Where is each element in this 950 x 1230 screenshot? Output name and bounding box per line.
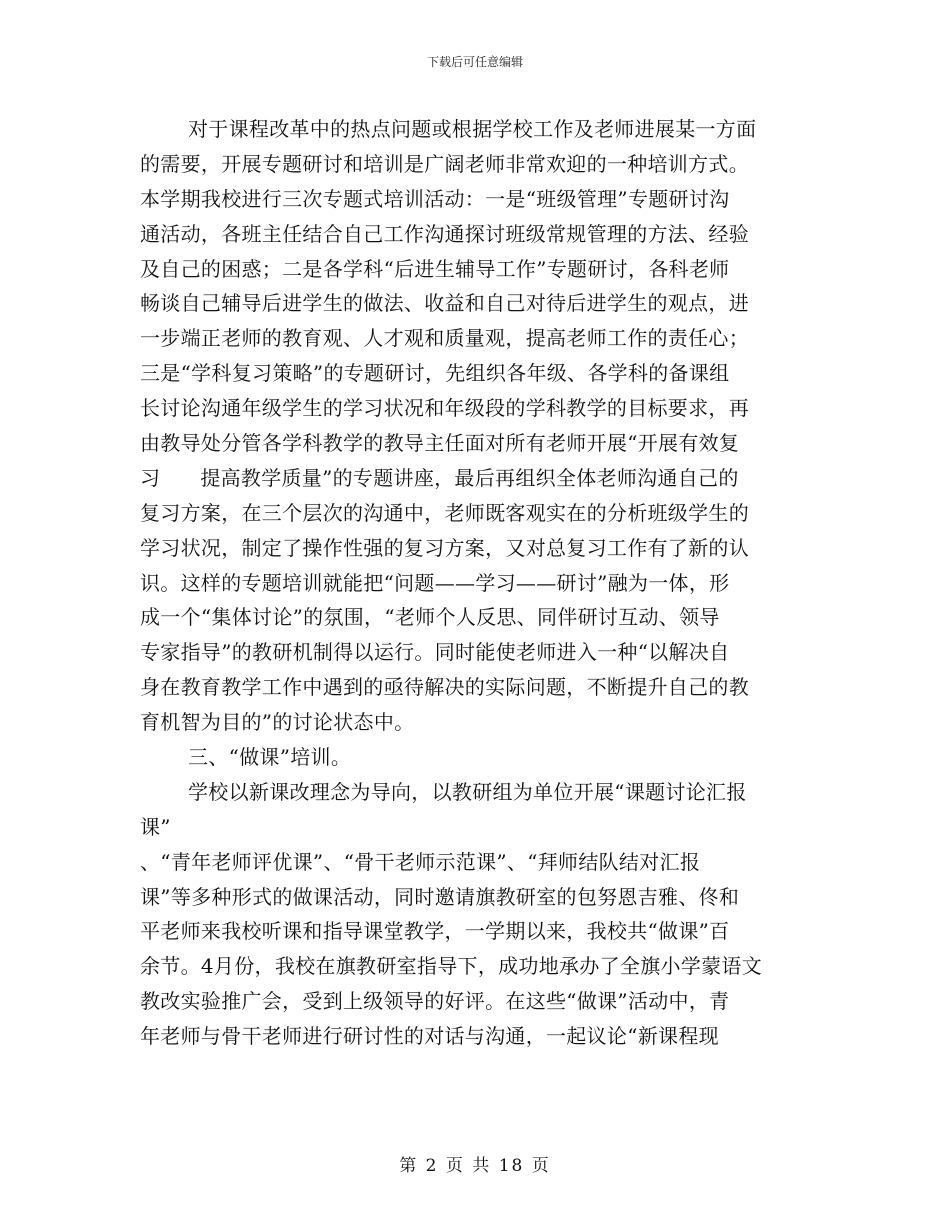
text-line: 课”等多种形式的做课活动，同时邀请旗教研室的包努恩吉雅、佟和 — [140, 884, 740, 909]
page-header: 下载后可任意编辑 — [426, 55, 523, 69]
text-fragment: 习 — [140, 465, 161, 490]
text-line-split — [140, 461, 800, 496]
text-line: 学习状况，制定了操作性强的复习方案，又对总复习工作有了新的认 — [140, 535, 749, 560]
text-line: 学校以新课改理念为导向，以教研组为单位开展“课题讨论汇报 — [188, 779, 747, 804]
text-line: 、“青年老师评优课”、“骨干老师示范课”、“拜师结队结对汇报 — [140, 849, 701, 874]
text-line: 对于课程改革中的热点问题或根据学校工作及老师进展某一方面 — [188, 117, 757, 141]
text-fragment: 提高教学质量”的专题讲座，最后再组织全体老师沟通自己的 — [200, 465, 739, 490]
section-heading: 三、“做课”培训。 — [188, 745, 352, 770]
text-line: 育机智为目的”的讨论状态中。 — [140, 710, 415, 735]
text-line: 通活动，各班主任结合自己工作沟通探讨班级常规管理的方法、经验 — [140, 221, 749, 246]
text-line: 畅谈自己辅导后进学生的做法、收益和自己对待后进学生的观点，进 — [140, 291, 749, 316]
text-line: 本学期我校进行三次专题式培训活动：一是“班级管理”专题研讨沟 — [140, 186, 730, 211]
body-text — [140, 112, 800, 1054]
text-line: 课” — [140, 814, 171, 839]
text-line: 年老师与骨干老师进行研讨性的对话与沟通，一起议论“新课程现 — [140, 1024, 719, 1049]
text-line: 余节。4月份，我校在旗教研室指导下，成功地承办了全旗小学蒙语文 — [140, 954, 763, 979]
text-line: 及自己的困惑；二是各学科“后进生辅导工作”专题研讨，各科老师 — [140, 256, 730, 281]
text-line: 教改实验推广会，受到上级领导的好评。在这些“做课”活动中，青 — [140, 989, 730, 1014]
text-line: 由教导处分管各学科教学的教导主任面对所有老师开展“开展有效复 — [140, 431, 740, 456]
text-line: 平老师来我校听课和指导课堂教学，一学期以来，我校共“做课”百 — [140, 919, 730, 944]
text-line: 长讨论沟通年级学生的学习状况和年级段的学科教学的目标要求，再 — [140, 396, 749, 421]
text-line: 身在教育教学工作中遇到的亟待解决的实际问题，不断提升自己的教 — [140, 675, 749, 700]
page-footer: 第 2 页 共 18 页 — [399, 1156, 551, 1176]
text-line: 识。这样的专题培训就能把“问题——学习——研讨”融为一体，形 — [140, 570, 730, 595]
text-line: 三是“学科复习策略”的专题研讨，先组织各年级、各学科的备课组 — [140, 361, 730, 386]
text-line: 的需要，开展专题研讨和培训是广阔老师非常欢迎的一种培训方式。 — [140, 151, 749, 176]
text-line: 一步端正老师的教育观、人才观和质量观，提高老师工作的责任心； — [140, 326, 749, 351]
text-line: 复习方案，在三个层次的沟通中，老师既客观实在的分析班级学生的 — [140, 500, 749, 525]
text-line: 成一个“集体讨论”的氛围，“老师个人反思、同伴研讨互动、领导 — [140, 605, 720, 630]
text-line: 专家指导”的教研机制得以运行。同时能使老师进入一种“以解决自 — [140, 640, 730, 665]
